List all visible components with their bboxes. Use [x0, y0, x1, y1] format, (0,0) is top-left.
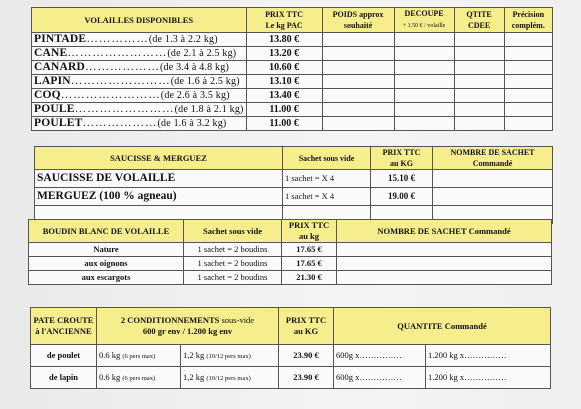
sachet-cell: 1 sachet = X 4 [283, 188, 371, 206]
table-row [32, 61, 553, 75]
price-cell: 13.10 € [246, 75, 322, 89]
precision-input-cell[interactable] [504, 89, 552, 103]
product-name: MERGUEZ (100 % agneau) [35, 188, 283, 206]
boudin-header-row [29, 220, 552, 243]
product-name: PINTADE [34, 33, 87, 45]
qtite-input-cell[interactable] [454, 33, 504, 47]
weight-range: (de 2.1 à 2.5 kg) [167, 48, 237, 59]
quantity-600g-field[interactable]: 600g x…………… [334, 367, 426, 389]
quantity-1200g-field[interactable]: 1.200 kg x…………… [426, 367, 551, 389]
qtite-input-cell[interactable] [454, 117, 504, 131]
product-name: LAPIN [34, 75, 71, 87]
decoupe-input-cell[interactable] [394, 33, 454, 47]
poids-input-cell[interactable] [322, 103, 394, 117]
prix-header: PRIX TTC au KG [279, 308, 334, 345]
sachet-count-cell[interactable] [433, 170, 553, 188]
sachet-header: Sachet sous vide [283, 147, 371, 170]
price-cell: 11.00 € [246, 103, 322, 117]
volailles-table [31, 7, 553, 131]
poids-input-cell[interactable] [322, 47, 394, 61]
product-name: COQ [34, 89, 61, 101]
product-name: POULET [34, 117, 83, 129]
qtite-input-cell[interactable] [454, 75, 504, 89]
table-row [32, 117, 553, 131]
leader-dots: …………………… [60, 89, 161, 101]
weight-value: 0.6 kg [99, 371, 121, 382]
price-cell: 17.65 € [282, 243, 337, 257]
price-cell: 21.30 € [282, 271, 337, 285]
table-row [31, 367, 551, 389]
saucisse-header-row [35, 147, 553, 170]
decoupe-input-cell[interactable] [394, 103, 454, 117]
persons-note: (10/12 pers max) [206, 374, 251, 382]
precision-header: Précision complém. [504, 8, 552, 33]
product-name: SAUCISSE DE VOLAILLE [35, 170, 283, 188]
persons-note: (10/12 pers max) [206, 352, 251, 360]
precision-input-cell[interactable] [504, 61, 552, 75]
precision-input-cell[interactable] [504, 103, 552, 117]
leader-dots: …………………… [70, 75, 171, 87]
sachet-cell: 1 sachet = 2 boudins [184, 243, 282, 257]
weight-range: (de 1.6 à 3.2 kg) [157, 118, 227, 129]
poids-input-cell[interactable] [322, 61, 394, 75]
pate-header-row [31, 308, 551, 345]
leader-dots: …………………… [67, 47, 168, 59]
table-row [32, 103, 553, 117]
product-name: de lapin [31, 367, 97, 389]
leader-dots: ……………… [82, 117, 158, 129]
decoupe-input-cell[interactable] [394, 117, 454, 131]
precision-input-cell[interactable] [504, 75, 552, 89]
price-cell: 19.00 € [371, 188, 433, 206]
poids-input-cell[interactable] [322, 33, 394, 47]
poids-header: POIDS approx souhaité [322, 8, 394, 33]
table-row [29, 257, 552, 271]
leader-dots: …………………… [74, 103, 175, 115]
sachet-count-cell[interactable] [337, 257, 552, 271]
poids-input-cell[interactable] [322, 75, 394, 89]
decoupe-input-cell[interactable] [394, 47, 454, 61]
qtite-header: QTITE CDEE [454, 8, 504, 33]
decoupe-input-cell[interactable] [394, 61, 454, 75]
table-row [32, 75, 553, 89]
decoupe-input-cell[interactable] [394, 89, 454, 103]
poids-input-cell[interactable] [322, 89, 394, 103]
volailles-header-row [32, 8, 553, 33]
product-name-cell [32, 47, 247, 61]
qtite-input-cell[interactable] [454, 89, 504, 103]
persons-note: (6 pers max) [122, 374, 156, 382]
prix-header: PRIX TTC au kg [282, 220, 337, 243]
weight-range: (de 1.8 à 2.1 kg) [174, 104, 244, 115]
precision-input-cell[interactable] [504, 117, 552, 131]
weight-range: (de 2.6 à 3.5 kg) [160, 90, 230, 101]
price-cell: 10.60 € [246, 61, 322, 75]
table-row [29, 243, 552, 257]
product-name: CANE [34, 47, 68, 59]
price-cell: 23.90 € [279, 345, 334, 367]
price-cell: 17.65 € [282, 257, 337, 271]
weight-range: (de 1.3 à 2.2 kg) [148, 34, 218, 45]
sachet-header: Sachet sous vide [184, 220, 282, 243]
weight-value: 1,2 kg [183, 349, 205, 360]
saucisse-table [34, 146, 553, 224]
product-name-cell [32, 61, 247, 75]
sachet-cell: 1 sachet = X 4 [283, 170, 371, 188]
weight-value: 0.6 kg [99, 349, 121, 360]
price-cell: 15.10 € [371, 170, 433, 188]
decoupe-header: DECOUPE + 1.50 € / volaille [394, 8, 454, 33]
product-name-cell [32, 103, 247, 117]
product-name: Nature [29, 243, 184, 257]
product-name: aux escargots [29, 271, 184, 285]
price-cell: 11.00 € [246, 117, 322, 131]
price-cell: 13.40 € [246, 89, 322, 103]
sachet-cell: 1 sachet = 2 boudins [184, 271, 282, 285]
weight-value: 1,2 kg [183, 371, 205, 382]
conditionnement-small [97, 345, 181, 367]
price-cell: 23.90 € [279, 367, 334, 389]
weight-range: (de 1.6 à 2.5 kg) [170, 76, 240, 87]
sachet-count-cell[interactable] [433, 188, 553, 206]
boudin-table [28, 219, 552, 285]
nombre-header: NOMBRE DE SACHET Commandé [433, 147, 553, 170]
product-name: CANARD [34, 61, 86, 73]
table-row [32, 89, 553, 103]
price-cell: 13.80 € [246, 33, 322, 47]
product-name-cell [32, 75, 247, 89]
weight-range: (de 3.4 à 4.8 kg) [160, 62, 229, 73]
quantity-600g-field[interactable]: 600g x…………… [334, 345, 426, 367]
pate-title: PATE CROUTE à l'ANCIENNE [31, 308, 97, 345]
table-row [32, 47, 553, 61]
product-name: de poulet [31, 345, 97, 367]
sachet-count-cell[interactable] [337, 243, 552, 257]
product-name: POULE [34, 103, 75, 115]
product-name-cell [32, 117, 247, 131]
conditionnement-small [97, 367, 181, 389]
volailles-title: VOLAILLES DISPONIBLES [32, 8, 247, 33]
product-name-cell [32, 33, 247, 47]
poids-input-cell[interactable] [322, 117, 394, 131]
nombre-header: NOMBRE DE SACHET Commandé [337, 220, 552, 243]
boudin-title: BOUDIN BLANC DE VOLAILLE [29, 220, 184, 243]
quantity-1200g-field[interactable]: 1.200 kg x…………… [426, 345, 551, 367]
precision-input-cell[interactable] [504, 47, 552, 61]
conditionnement-large [181, 367, 279, 389]
precision-input-cell[interactable] [504, 33, 552, 47]
prix-header: PRIX TTC au KG [371, 147, 433, 170]
sachet-count-cell[interactable] [337, 271, 552, 285]
table-row [32, 33, 553, 47]
conditionnement-header: 2 CONDITIONNEMENTS sous-vide 600 gr env / 1.200 kg env [97, 308, 279, 345]
table-row [29, 271, 552, 285]
sachet-cell: 1 sachet = 2 boudins [184, 257, 282, 271]
qtite-input-cell[interactable] [454, 103, 504, 117]
quantite-header: QUANTITE Commandé [334, 308, 551, 345]
price-cell: 13.20 € [246, 47, 322, 61]
saucisse-title: SAUCISSE & MERGUEZ [35, 147, 283, 170]
conditionnement-large [181, 345, 279, 367]
qtite-input-cell[interactable] [454, 47, 504, 61]
decoupe-input-cell[interactable] [394, 75, 454, 89]
table-row [35, 170, 553, 188]
leader-dots: …………… [86, 33, 149, 45]
table-row [31, 345, 551, 367]
product-name-cell [32, 89, 247, 103]
qtite-input-cell[interactable] [454, 61, 504, 75]
persons-note: (6 pers max) [122, 352, 156, 360]
prix-header: PRIX TTC Le kg PAC [246, 8, 322, 33]
table-row [35, 188, 553, 206]
leader-dots: ……………… [85, 61, 161, 73]
product-name: aux oignons [29, 257, 184, 271]
pate-table [30, 307, 551, 389]
